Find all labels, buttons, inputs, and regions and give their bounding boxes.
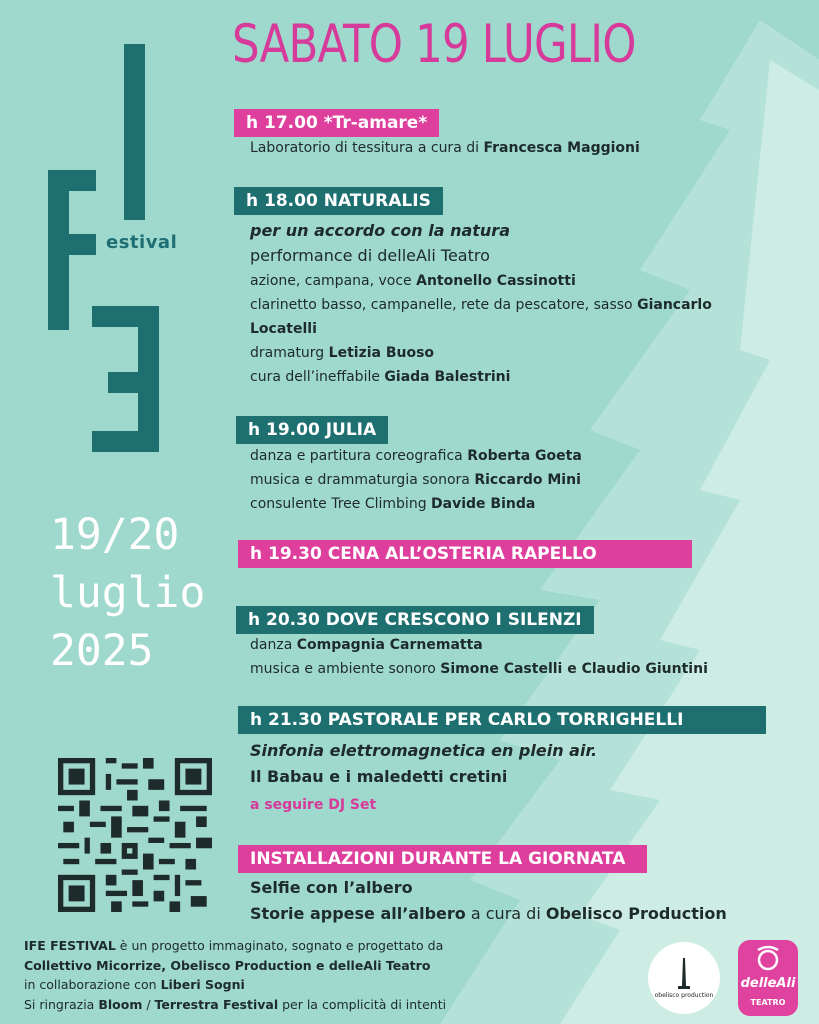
event-line: Laboratorio di tessitura a cura di Francesca Maggioni [250, 140, 640, 156]
delleali-logo-name: delleAli [740, 976, 796, 991]
dates-days: 19/20 [50, 510, 180, 560]
event-line: clarinetto basso, campanelle, rete da pescatore, sasso Giancarlo [250, 297, 712, 313]
ife-logo [0, 0, 220, 460]
footer-line: Si ringrazia Bloom / Terrestra Festival per la complicità di intenti [24, 996, 447, 1012]
festival-word: estival [106, 232, 178, 253]
event-tag-julia: h 19.00 JULIA [236, 416, 388, 444]
event-tag-dove-crescono: h 20.30 DOVE CRESCONO I SILENZI [236, 606, 594, 634]
event-line: danza e partitura coreografica Roberta Goeta [250, 448, 582, 464]
event-after: a seguire DJ Set [250, 797, 377, 813]
event-line: azione, campana, voce Antonello Cassinotti [250, 273, 576, 289]
event-line: consulente Tree Climbing Davide Binda [250, 496, 536, 512]
wing-icon [738, 940, 798, 976]
installation-item: Storie appese all’albero a cura di Obelisco Production [250, 904, 727, 923]
festival-dates [50, 506, 205, 680]
event-tag-tr-amare: h 17.00 *Tr-amare* [234, 109, 439, 137]
event-line: dramaturg Letizia Buoso [250, 345, 435, 361]
delleali-teatro-logo [738, 940, 798, 1016]
footer-line: IFE FESTIVAL è un progetto immaginato, sognato e progettato da [24, 938, 444, 953]
event-performer: performance di delleAli Teatro [250, 246, 490, 265]
footer-credits [24, 936, 446, 1014]
event-tag-naturalis: h 18.00 NATURALIS [234, 187, 443, 215]
event-line: Locatelli [250, 321, 317, 337]
obelisco-logo-text: obelisco production [654, 992, 714, 999]
event-subtitle: Sinfonia elettromagnetica en plein air. [250, 741, 598, 760]
event-line: musica e drammaturgia sonora Riccardo Mini [250, 472, 581, 488]
event-tag-cena: h 19.30 CENA ALL’OSTERIA RAPELLO [238, 540, 692, 568]
event-tag-pastorale: h 21.30 PASTORALE PER CARLO TORRIGHELLI [238, 706, 766, 734]
event-subtitle: per un accordo con la natura [250, 221, 510, 240]
event-line: cura dell’ineffabile Giada Balestrini [250, 369, 511, 385]
delleali-logo-sub: TEATRO [750, 998, 786, 1007]
dates-month: luglio [50, 568, 206, 618]
footer-line: in collaborazione con Liberi Sogni [24, 977, 245, 992]
dates-year: 2025 [50, 626, 154, 676]
footer-line: Collettivo Micorrize, Obelisco Production e delleAli Teatro [24, 957, 431, 973]
event-tag-installazioni: INSTALLAZIONI DURANTE LA GIORNATA [238, 845, 647, 873]
event-performer: Il Babau e i maledetti cretini [250, 767, 508, 786]
obelisco-production-logo [648, 942, 720, 1014]
obelisk-icon [648, 942, 720, 1014]
installation-item: Selfie con l’albero [250, 878, 413, 897]
event-line: musica e ambiente sonoro Simone Castelli e Claudio Giuntini [250, 661, 708, 677]
event-line: danza Compagnia Carnematta [250, 637, 483, 653]
page-title: SABATO 19 LUGLIO [232, 14, 636, 75]
qr-code [58, 758, 212, 912]
